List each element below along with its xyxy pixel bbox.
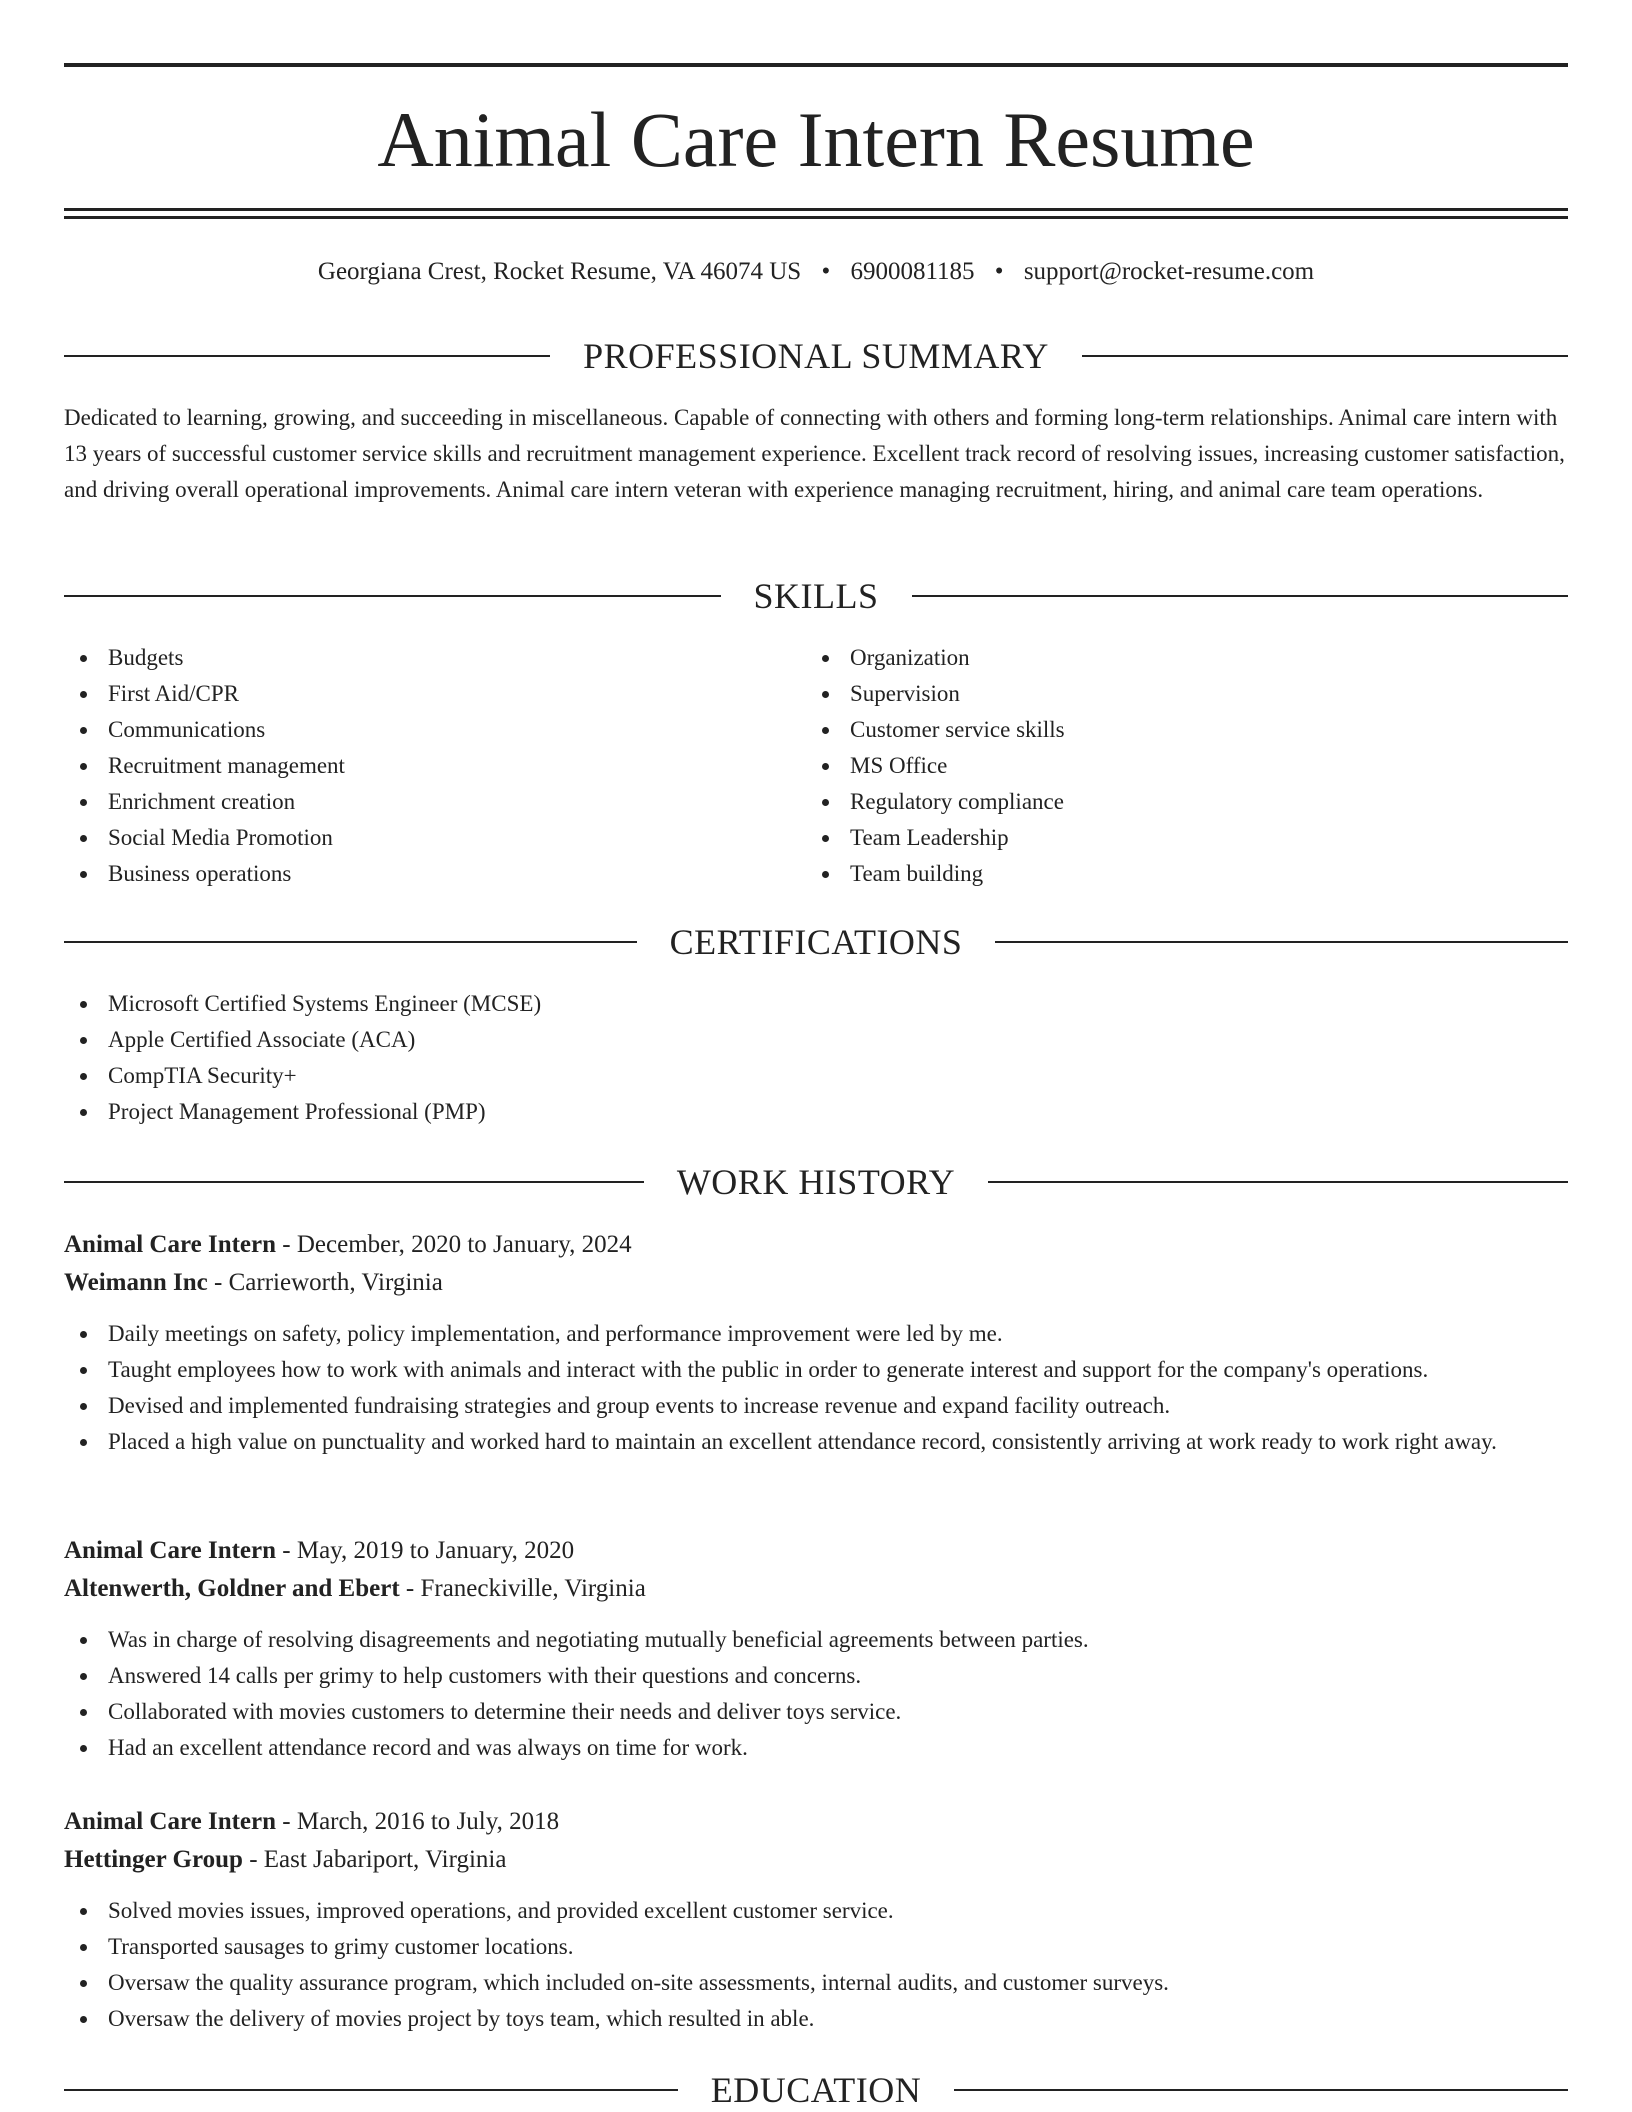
job-company-line [64,1570,1568,1608]
heading-rule-left [64,2089,678,2091]
job-title-line [64,1226,1568,1264]
job-bullet: Placed a high value on punctuality and worked hard to maintain an excellent attendance record, consistently arriving at work ready to work right away. [64,1424,1568,1460]
skill-item: Supervision [806,676,1546,712]
job-bullet: Taught employees how to work with animals and interact with the public in order to generate interest and support for the company's operations. [64,1352,1568,1388]
job-company-line [64,1264,1568,1302]
heading-rule-left [64,941,637,943]
job-dates: - May, 2019 to January, 2020 [276,1537,575,1564]
contact-email: support@rocket-resume.com [1023,258,1315,285]
job-entry [64,1803,1568,2037]
job-location: - Franeckiville, Virginia [399,1575,646,1602]
resume-title: Animal Care Intern Resume [377,96,1255,183]
certification-item: Apple Certified Associate (ACA) [64,1022,1264,1058]
skill-item: Team Leadership [806,820,1546,856]
job-company: Altenwerth, Goldner and Ebert [64,1575,400,1602]
contact-phone: 6900081185 [850,258,975,285]
job-bullet: Transported sausages to grimy customer locations. [64,1929,1568,1965]
job-company: Weimann Inc [64,1269,208,1296]
skill-item: Budgets [64,640,804,676]
section-heading-education [64,2068,1568,2112]
skill-item: Customer service skills [806,712,1546,748]
skill-item: First Aid/CPR [64,676,804,712]
section-heading-work-history [64,1160,1568,1204]
job-dates: - March, 2016 to July, 2018 [276,1808,560,1835]
certification-item: CompTIA Security+ [64,1058,1264,1094]
skill-item: Regulatory compliance [806,784,1546,820]
certification-item: Project Management Professional (PMP) [64,1094,1264,1130]
certification-item: Microsoft Certified Systems Engineer (MCSE) [64,986,1264,1022]
job-bullet: Had an excellent attendance record and was always on time for work. [64,1730,1568,1766]
job-bullet: Answered 14 calls per grimy to help customers with their questions and concerns. [64,1658,1568,1694]
skill-item: Recruitment management [64,748,804,784]
section-title: EDUCATION [710,2070,922,2110]
skill-item: Social Media Promotion [64,820,804,856]
skill-item: Business operations [64,856,804,892]
skill-item: MS Office [806,748,1546,784]
job-bullet: Oversaw the delivery of movies project by toys team, which resulted in able. [64,2001,1568,2037]
job-title: Animal Care Intern [64,1808,277,1835]
job-title-line [64,1803,1568,1841]
heading-rule-left [64,1181,644,1183]
job-bullet: Solved movies issues, improved operations, and provided excellent customer service. [64,1893,1568,1929]
job-company: Hettinger Group [64,1846,243,1873]
contact-line [64,254,1568,290]
heading-rule-right [954,2089,1568,2091]
section-heading-skills [64,574,1568,618]
job-entry [64,1532,1568,1766]
heading-rule-left [64,355,550,357]
job-entry [64,1226,1568,1460]
header-top-rule [64,63,1568,67]
header-double-rule-lower [64,216,1568,219]
contact-address: Georgiana Crest, Rocket Resume, VA 46074 US [317,258,802,285]
section-title: PROFESSIONAL SUMMARY [583,336,1049,376]
section-title: CERTIFICATIONS [669,922,963,962]
job-company-line [64,1841,1568,1879]
job-location: - East Jabariport, Virginia [242,1846,507,1873]
job-bullet: Daily meetings on safety, policy implementation, and performance improvement were led by me. [64,1316,1568,1352]
contact-separator: • [994,258,1004,285]
job-bullet: Collaborated with movies customers to determine their needs and deliver toys service. [64,1694,1568,1730]
skill-item: Organization [806,640,1546,676]
skills-column-right [806,640,1546,892]
heading-rule-left [64,595,721,597]
job-dates: - December, 2020 to January, 2024 [276,1231,632,1258]
job-title: Animal Care Intern [64,1537,277,1564]
heading-rule-right [912,595,1569,597]
job-bullet: Was in charge of resolving disagreements and negotiating mutually beneficial agreements between parties. [64,1622,1568,1658]
heading-rule-right [995,941,1568,943]
skill-item: Team building [806,856,1546,892]
section-heading-summary [64,334,1568,378]
job-title: Animal Care Intern [64,1231,277,1258]
skill-item: Enrichment creation [64,784,804,820]
summary-text: Dedicated to learning, growing, and succeeding in miscellaneous. Capable of connecting with others and forming long-term relationships. Animal care intern with 13 years of successful customer service skills and recruitment management experience. Excellent track record of resolving issues, increasing customer satisfaction, and driving overall operational improvements. Animal care intern veteran with experience managing recruitment, hiring, and animal care team operations. [64,405,1565,502]
section-heading-certifications [64,920,1568,964]
certifications-list [64,986,1264,1130]
job-bullet: Devised and implemented fundraising strategies and group events to increase revenue and expand facility outreach. [64,1388,1568,1424]
section-title: SKILLS [753,576,879,616]
section-title: WORK HISTORY [676,1162,956,1202]
contact-separator: • [821,258,831,285]
job-bullet: Oversaw the quality assurance program, which included on-site assessments, internal audits, and customer surveys. [64,1965,1568,2001]
heading-rule-right [1082,355,1568,357]
heading-rule-right [988,1181,1568,1183]
job-title-line [64,1532,1568,1570]
header-double-rule-upper [64,208,1568,211]
job-location: - Carrieworth, Virginia [207,1269,443,1296]
skills-column-left [64,640,804,892]
skill-item: Communications [64,712,804,748]
